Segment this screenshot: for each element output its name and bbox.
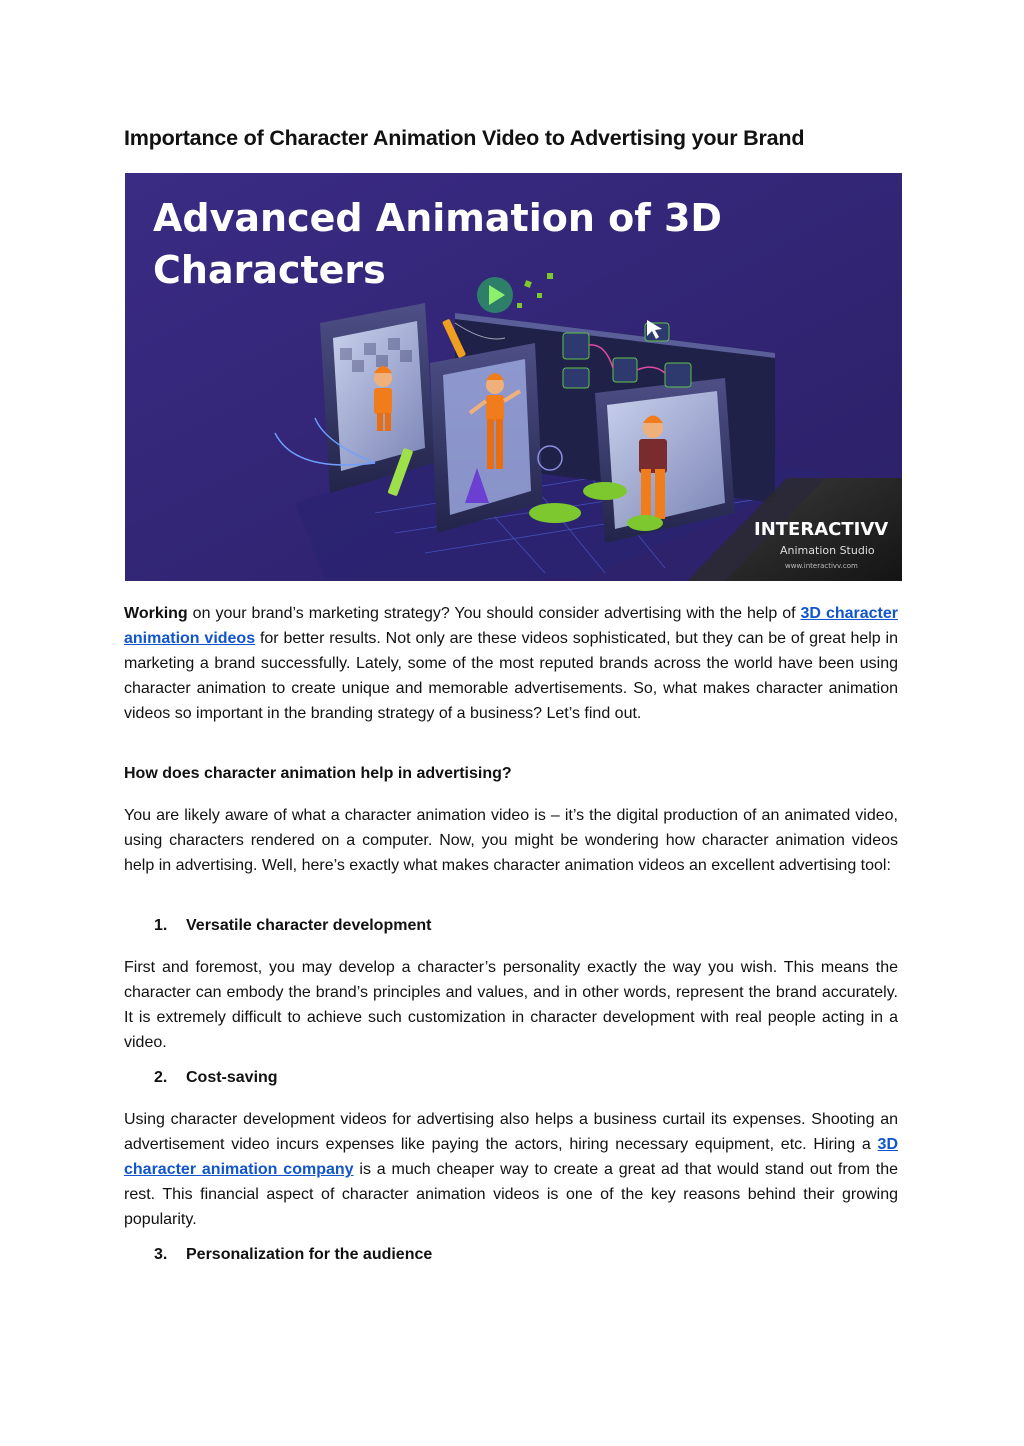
banner-headline-line1: Advanced Animation of 3D [153,196,722,240]
banner-panel-center [430,343,543,533]
list-item-body-1: First and foremost, you may develop a character’s personality exactly the way you wish. This means the character can embody the brand’s principles and values, and in other words, represent the brand accurately. It is extremely difficult to achieve such customization in character development with real people acting in a video. [124,959,898,1051]
list-item-title-1: Versatile character development [186,917,432,934]
intro-paragraph [124,601,898,726]
list-item-body-2 [124,1107,898,1232]
list-item-body-2-before-link: Using character development videos for advertising also helps a business curtail its expenses. Shooting an advertisement video incurs expenses like paying the actors, hiring necessary equipment, etc. Hiring a [124,1111,898,1153]
list-item-number-1: 1. [154,917,168,934]
intro-text-after-link: for better results. Not only are these videos sophisticated, but they can be of great help in marketing a brand successfully. Lately, some of the most reputed brands across the world have been using character animation to create unique and memorable advertisements. So, what makes character animation videos so important in the branding strategy of a business? Let’s find out. [124,630,898,722]
section-intro-paragraph: You are likely aware of what a character animation video is – it’s the digital production of an animated video, using characters rendered on a computer. Now, you might be wondering how character animation videos help in advertising. Well, here’s exactly what makes character animation videos an excellent advertising tool: [124,807,898,874]
banner-logo-subtitle: Animation Studio [780,544,875,557]
list-item-number-2: 2. [154,1069,168,1086]
list-item-number-3: 3. [154,1246,168,1263]
intro-lead: Working [124,605,188,622]
banner-headline-line2: Characters [153,248,386,292]
character-animation-videos-link[interactable]: 3D character animation videos [124,605,899,647]
section-heading: How does character animation help in advertising? [124,765,512,782]
banner-logo-text: INTERACTIVV [754,519,889,540]
list-item-title-3: Personalization for the audience [186,1246,433,1263]
list-item-title-2: Cost-saving [186,1069,278,1086]
character-animation-company-link[interactable]: 3D character animation company [124,1136,898,1178]
list-item-heading-3 [154,1246,432,1264]
list-item-heading-1 [154,917,431,935]
page-title: Importance of Character Animation Video to Advertising your Brand [124,126,805,150]
intro-text-before-link: on your brand’s marketing strategy? You should consider advertising with the help of [187,605,801,622]
list-item-body-2-after-link: is a much cheaper way to create a great ad that would stand out from the rest. This financial aspect of character animation videos is one of the key reasons behind their growing popularity. [124,1161,898,1228]
banner-logo-url: www.interactivv.com [785,562,858,570]
list-item-heading-2 [154,1069,278,1087]
banner-image [125,173,902,581]
